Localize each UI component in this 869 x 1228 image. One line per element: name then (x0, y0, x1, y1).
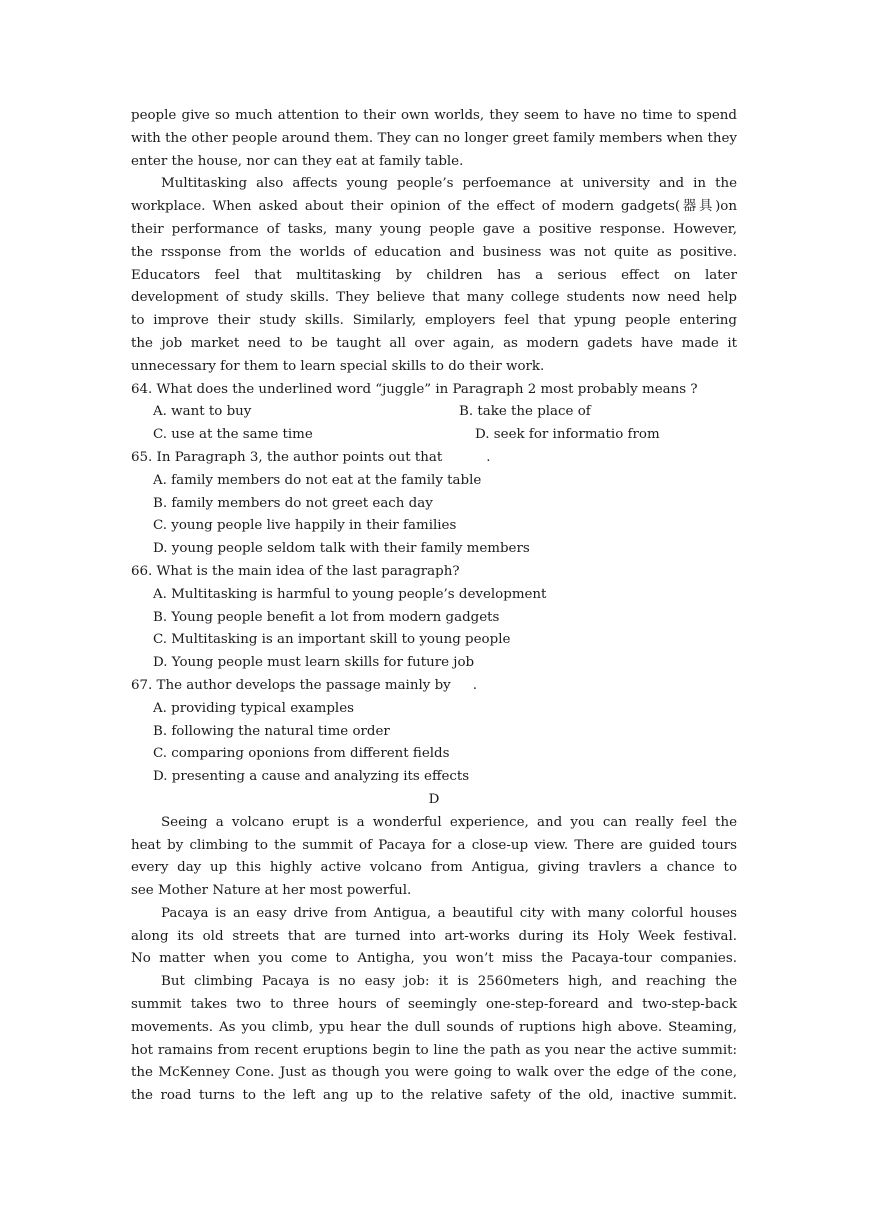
passage-d-paragraph-2 (131, 903, 737, 971)
option-b: B. Young people benefit a lot from modern gadgets (153, 609, 500, 625)
option-c: C. comparing oponions from different fields (153, 746, 450, 762)
text-line: enter the house, nor can they eat at family table. (131, 153, 464, 169)
question-stem-text: 67. The author develops the passage mainly by (131, 677, 451, 693)
option-b: B. take the place of (459, 404, 591, 420)
question-65 (131, 447, 737, 561)
text-line: see Mother Nature at her most powerful. (131, 883, 412, 899)
stem-end: . (486, 449, 491, 465)
option-a: A. family members do not eat at the family table (153, 472, 482, 488)
passage-c-paragraph-2 (131, 173, 737, 378)
options-row (131, 401, 737, 424)
text-line: No matter when you come to Antigha, you won’t miss the Pacaya-tour companies. (131, 951, 737, 967)
text-line: But climbing Pacaya is no easy job: it is 2560meters high, and reaching the (161, 974, 737, 990)
passage-d-paragraph-1 (131, 812, 737, 903)
text-line: Pacaya is an easy drive from Antigua, a beautiful city with many colorful houses (161, 905, 737, 921)
option-c: C. young people live happily in their families (153, 518, 457, 534)
text-line: their performance of tasks, many young people gave a positive response. However, (131, 221, 737, 237)
text-line: with the other people around them. They can no longer greet family members when they (131, 130, 737, 146)
text-line: people give so much attention to their own worlds, they seem to have no time to spend (131, 108, 737, 123)
text-line: development of study skills. They believe that many college students now need help (131, 290, 737, 306)
text-line: the road turns to the left ang up to the relative safety of the old, inactive summit. (131, 1088, 737, 1104)
question-stem: 66. What is the main idea of the last paragraph? (131, 563, 460, 579)
text-line: heat by climbing to the summit of Pacaya for a close-up view. There are guided tours (131, 837, 737, 853)
text-line: unnecessary for them to learn special skills to do their work. (131, 358, 545, 374)
text-line: summit takes two to three hours of seemingly one-step-foreard and two-step-back (131, 997, 737, 1013)
text-line: every day up this highly active volcano from Antigua, giving travlers a chance to (131, 860, 737, 876)
text-line: to improve their study skills. Similarly, employers feel that ypung people entering (131, 313, 737, 329)
option-c: C. Multitasking is an important skill to young people (153, 632, 511, 648)
option-b: B. following the natural time order (153, 723, 390, 739)
option-c: C. use at the same time (153, 427, 313, 443)
option-d: D. presenting a cause and analyzing its effects (153, 769, 470, 785)
option-a: A. Multitasking is harmful to young people’s development (153, 586, 547, 602)
stem-end: . (472, 677, 477, 693)
text-line: hot ramains from recent eruptions begin to line the path as you near the active summit: (131, 1042, 737, 1058)
question-stem-text: 65. In Paragraph 3, the author points out that (131, 449, 443, 465)
option-a: A. providing typical examples (153, 700, 355, 716)
text-line: the job market need to be taught all over again, as modern gadets have made it (131, 335, 737, 351)
text-line: along its old streets that are turned into art-works during its Holy Week festival. (131, 928, 737, 944)
question-stem (131, 447, 737, 470)
question-stem (131, 675, 737, 698)
exam-page (131, 105, 737, 1108)
option-d: D. seek for informatio from (475, 427, 660, 443)
passage-d-paragraph-3 (131, 971, 737, 1108)
option-d: D. young people seldom talk with their family members (153, 541, 530, 557)
question-66 (131, 561, 737, 675)
options-row (131, 424, 737, 447)
section-heading: D (428, 791, 440, 807)
option-b: B. family members do not greet each day (153, 495, 433, 511)
question-64 (131, 379, 737, 447)
text-line: movements. As you climb, ypu hear the dull sounds of ruptions high above. Steaming, (131, 1019, 737, 1035)
text-line: the rssponse from the worlds of education and business was not quite as positive. (131, 244, 737, 260)
text-line: Educators feel that multitasking by children has a serious effect on later (131, 267, 737, 283)
passage-c-paragraph-1 (131, 105, 737, 173)
text-line: the McKenney Cone. Just as though you were going to walk over the edge of the cone, (131, 1065, 737, 1081)
question-67 (131, 675, 737, 789)
text-line: Seeing a volcano erupt is a wonderful experience, and you can really feel the (161, 814, 737, 830)
text-line: Multitasking also affects young people’s perfoemance at university and in the (161, 176, 737, 192)
question-stem: 64. What does the underlined word “juggle” in Paragraph 2 most probably means ? (131, 381, 698, 397)
option-d: D. Young people must learn skills for future job (153, 655, 475, 671)
text-line: workplace. When asked about their opinion of the effect of modern gadgets(器具)on (131, 199, 737, 215)
option-a: A. want to buy (153, 404, 252, 420)
